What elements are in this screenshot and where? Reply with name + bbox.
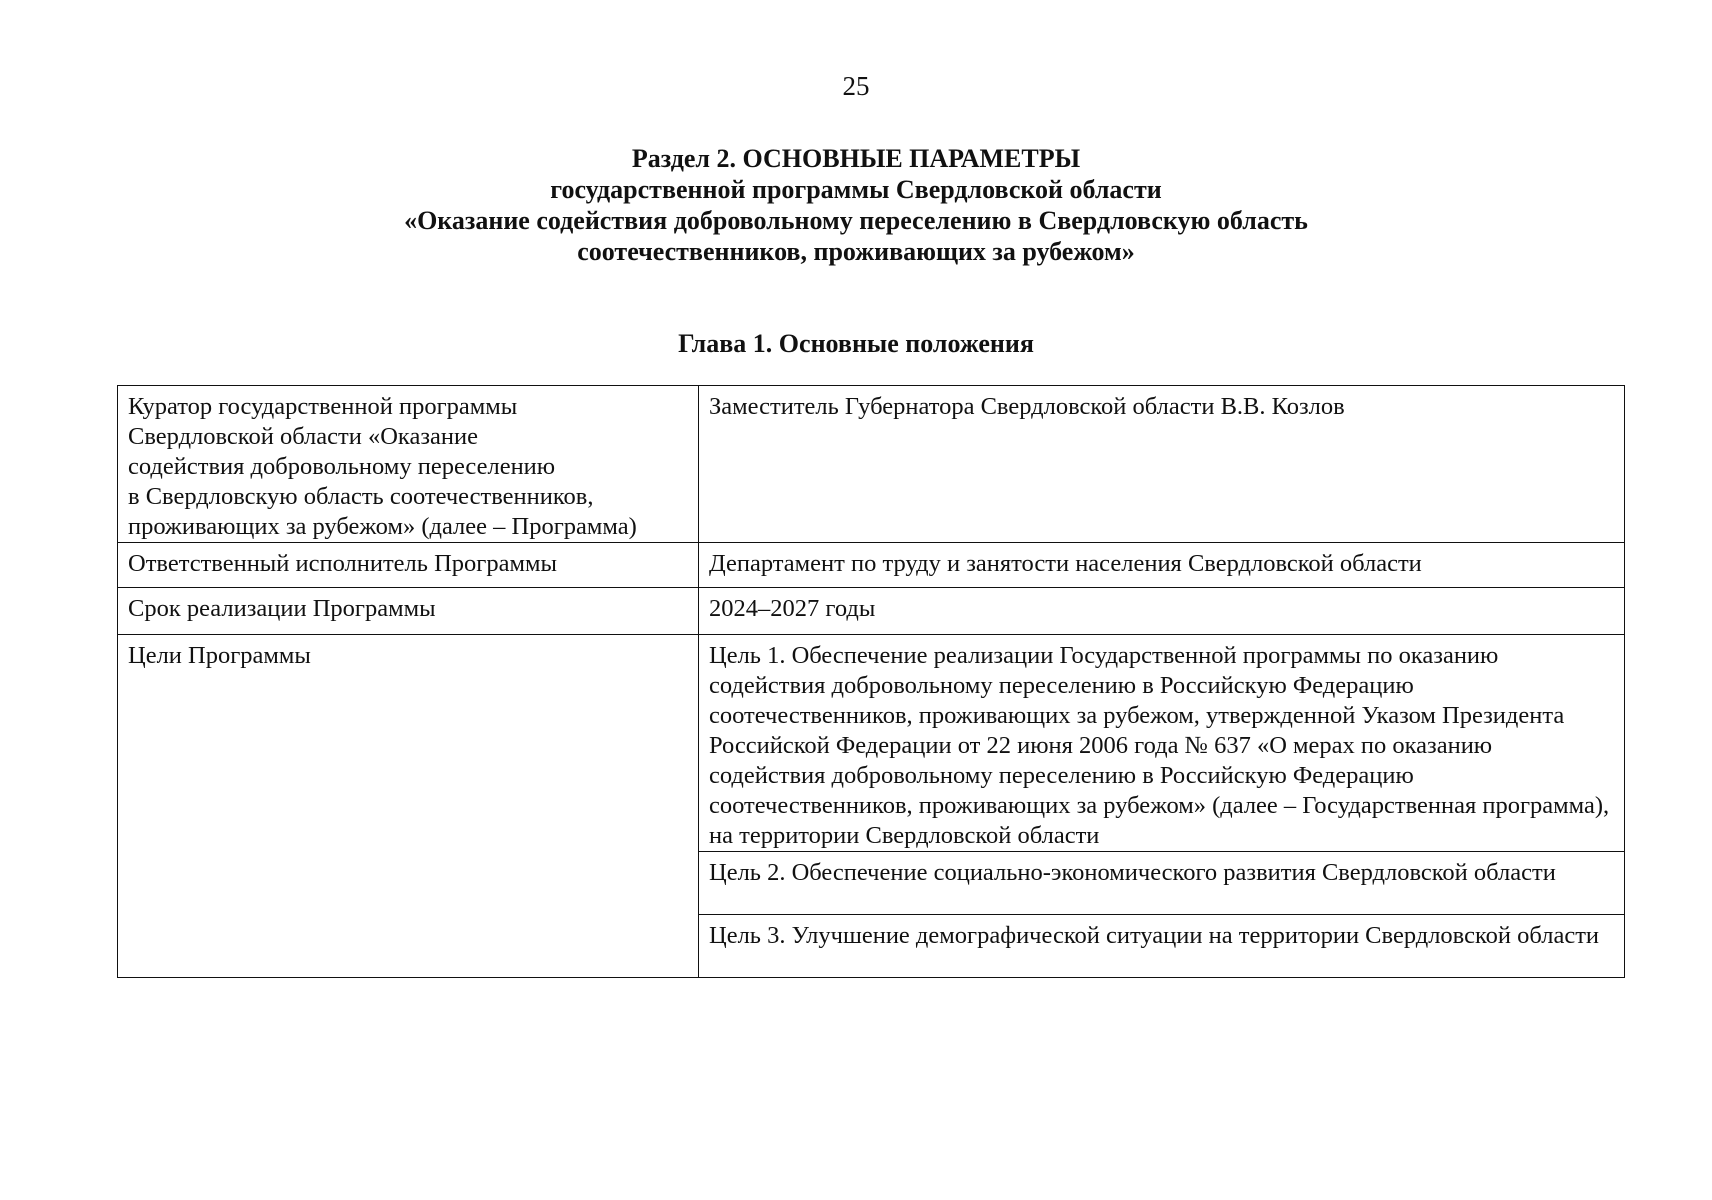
curator-label-line: проживающих за рубежом» (далее – Программа)	[128, 513, 637, 540]
section-title-line-2: государственной программы Свердловской области	[550, 175, 1162, 204]
section-title-line-3: «Оказание содействия добровольному переселению в Свердловскую область	[404, 206, 1308, 235]
table-row-curator	[118, 386, 1625, 543]
table-row-goal-1	[118, 635, 1625, 852]
curator-label-line: в Свердловскую область соотечественников,	[128, 483, 594, 510]
term-label: Срок реализации Программы	[118, 588, 699, 635]
section-title-line-4: соотечественников, проживающих за рубежом»	[577, 237, 1135, 266]
goals-label: Цели Программы	[118, 635, 699, 978]
curator-label-cell	[118, 386, 699, 543]
goal-1-text: Цель 1. Обеспечение реализации Государственной программы по оказанию содействия добровольному переселению в Российскую Федерацию соотечественников, проживающих за рубежом, утвержденной Указом Президента Российской Федерации от 22 июня 2006 года № 637 «О мерах по оказанию содействия добровольному переселению в Российскую Федерацию соотечественников, проживающих за рубежом» (далее – Государственная программа), на территории Свердловской области	[699, 635, 1625, 852]
program-parameters-table	[117, 385, 1625, 978]
goal-3-text: Цель 3. Улучшение демографической ситуации на территории Свердловской области	[699, 915, 1625, 978]
executor-label: Ответственный исполнитель Программы	[118, 543, 699, 588]
curator-label-line: Свердловской области «Оказание	[128, 423, 478, 450]
page-number: 25	[842, 71, 870, 101]
goal-2-text: Цель 2. Обеспечение социально-экономического развития Свердловской области	[699, 852, 1625, 915]
section-title	[0, 143, 1712, 267]
curator-label-line: Куратор государственной программы	[128, 393, 518, 420]
chapter-title: Глава 1. Основные положения	[678, 329, 1034, 358]
term-value: 2024–2027 годы	[699, 588, 1625, 635]
table-row-executor	[118, 543, 1625, 588]
executor-value: Департамент по труду и занятости населения Свердловской области	[699, 543, 1625, 588]
section-title-line-1: Раздел 2. ОСНОВНЫЕ ПАРАМЕТРЫ	[631, 144, 1081, 173]
table-row-term	[118, 588, 1625, 635]
curator-value: Заместитель Губернатора Свердловской области В.В. Козлов	[699, 386, 1625, 543]
curator-label-line: содействия добровольному переселению	[128, 453, 556, 480]
